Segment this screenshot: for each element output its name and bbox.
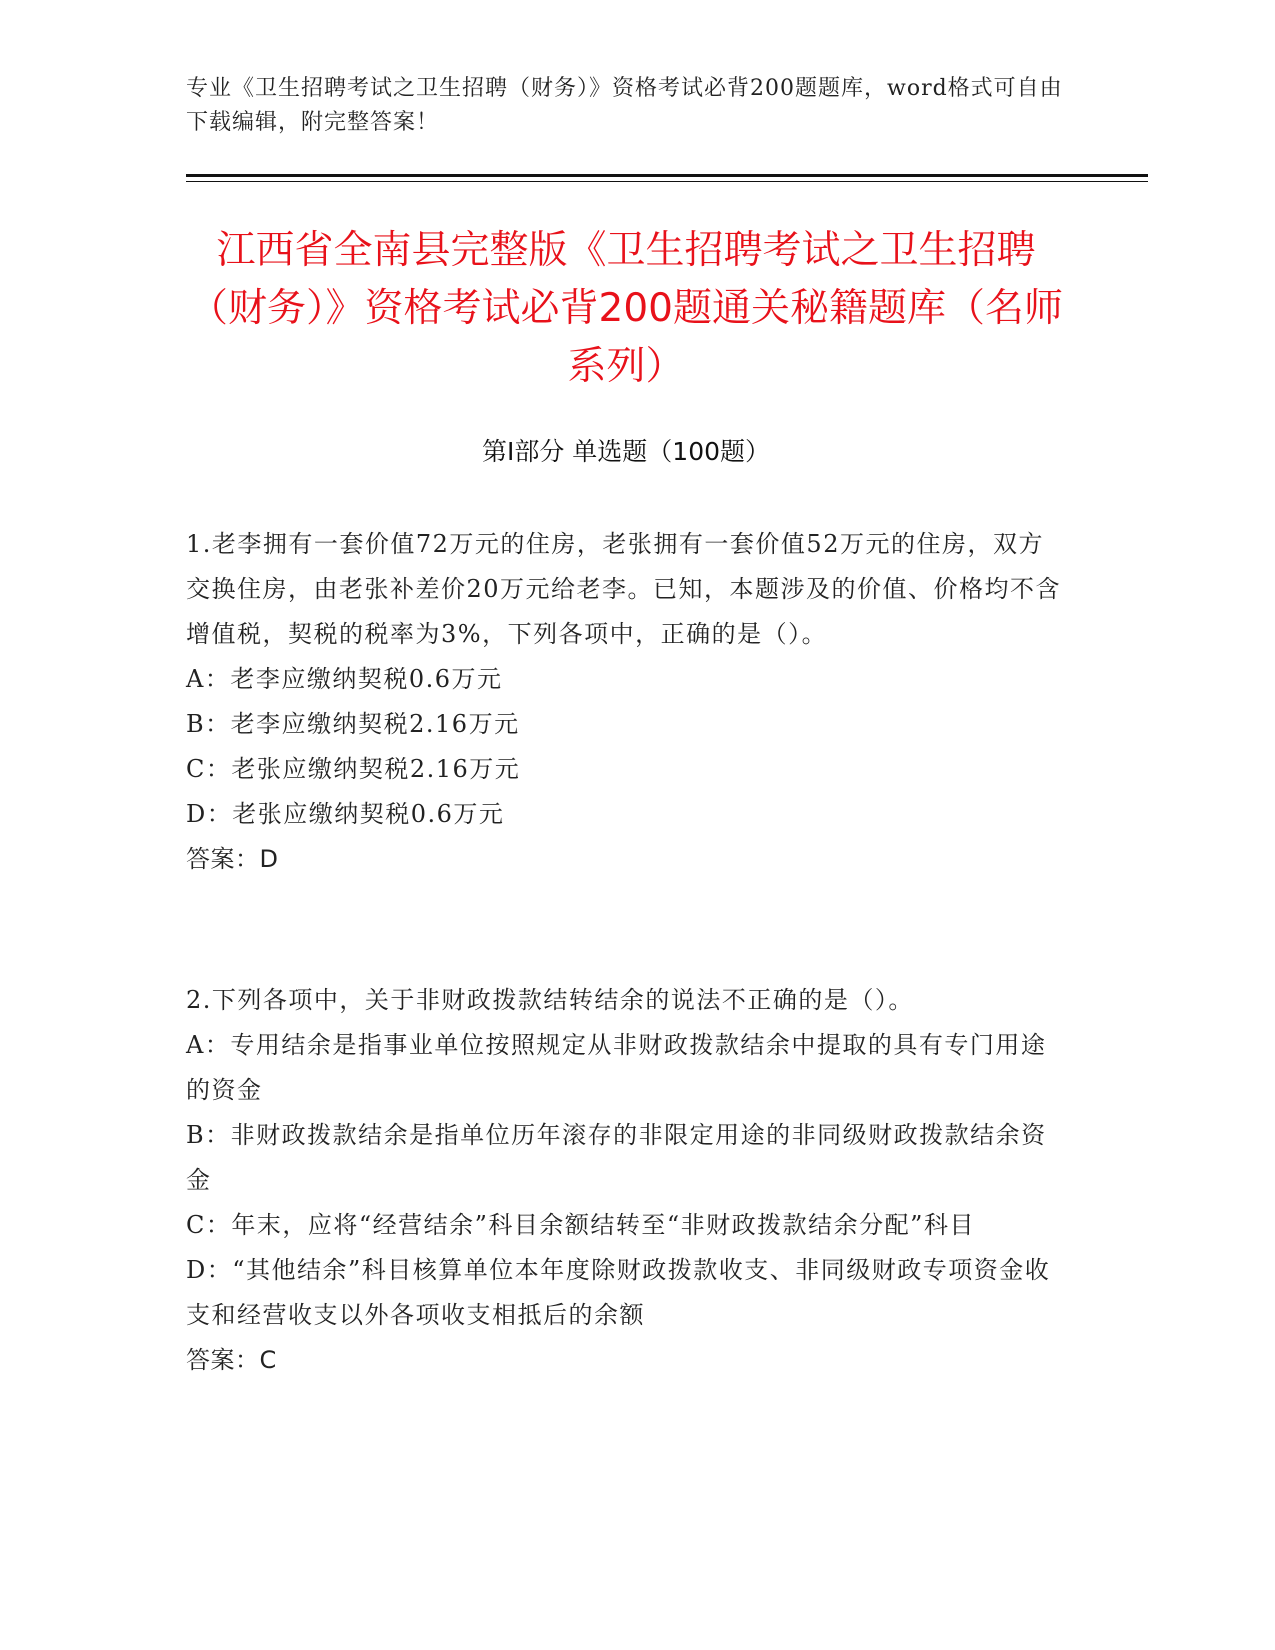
- question-1: [186, 522, 1066, 882]
- header-note: 专业《卫生招聘考试之卫生招聘（财务）》资格考试必背200题题库，word格式可自由下载编辑，附完整答案！: [186, 76, 1063, 135]
- option-b: B：非财政拨款结余是指单位历年滚存的非限定用途的非同级财政拨款结余资金: [186, 1121, 1047, 1194]
- answer: 答案：C: [186, 1346, 277, 1374]
- question-stem: 2.下列各项中，关于非财政拨款结转结余的说法不正确的是（）。: [186, 986, 914, 1014]
- option-d: D：“其他结余”科目核算单位本年度除财政拨款收支、非同级财政专项资金收支和经营收支以外各项收支相抵后的余额: [186, 1256, 1051, 1329]
- option-d: D：老张应缴纳契税0.6万元: [186, 800, 505, 828]
- section-title: 第I部分 单选题（100题）: [481, 437, 771, 466]
- option-a: A：老李应缴纳契税0.6万元: [186, 665, 503, 693]
- option-c: C：老张应缴纳契税2.16万元: [186, 755, 521, 783]
- document-title: 江西省全南县完整版《卫生招聘考试之卫生招聘（财务）》资格考试必背200题通关秘籍题库（名师系列）: [189, 228, 1063, 389]
- header-divider-thick: [186, 174, 1148, 177]
- header-divider-thin: [186, 181, 1148, 182]
- option-a: A：专用结余是指事业单位按照规定从非财政拨款结余中提取的具有专门用途的资金: [186, 1031, 1047, 1104]
- option-c: C：年末，应将“经营结余”科目余额结转至“非财政拨款结余分配”科目: [186, 1211, 975, 1239]
- question-stem: 1.老李拥有一套价值72万元的住房，老张拥有一套价值52万元的住房，双方交换住房，由老张补差价20万元给老李。已知，本题涉及的价值、价格均不含增值税，契税的税率为3%，下列各项中，正确的是（）。: [186, 530, 1062, 648]
- option-b: B：老李应缴纳契税2.16万元: [186, 710, 520, 738]
- answer: 答案：D: [186, 845, 279, 873]
- question-2: [186, 978, 1066, 1383]
